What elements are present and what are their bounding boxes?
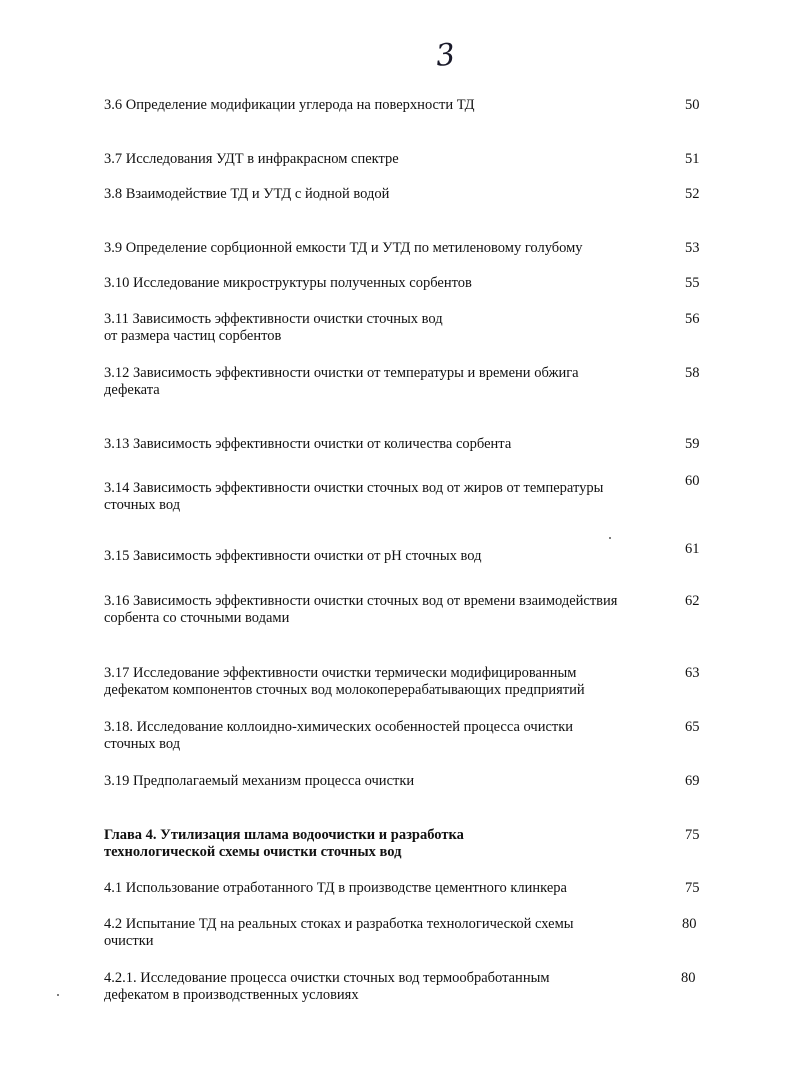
- toc-entry-title: 3.6 Определение модификации углерода на поверхности ТД: [104, 97, 475, 113]
- toc-entry-title: 3.17 Исследование эффективности очистки термически модифицированным дефекатом компонентов сточных вод молокоперерабатывающих предприятий: [104, 665, 585, 698]
- toc-chapter-title: Глава 4. Утилизация шлама водоочистки и разработка технологической схемы очистки сточных вод: [104, 827, 464, 860]
- toc-entry-page: 80: [681, 970, 696, 986]
- toc-entry-title: 3.15 Зависимость эффективности очистки от pH сточных вод: [104, 548, 482, 564]
- toc-entry-title: 3.9 Определение сорбционной емкости ТД и УТД по метиленовому голубому: [104, 240, 583, 256]
- toc-entry-page: 80: [682, 916, 697, 932]
- toc-entry-page: 63: [685, 665, 700, 681]
- toc-entry-title: 3.12 Зависимость эффективности очистки от температуры и времени обжига дефеката: [104, 365, 579, 398]
- toc-entry-page: 50: [685, 97, 700, 113]
- handwritten-page-number: 3: [434, 37, 457, 74]
- scan-speck: [609, 537, 611, 539]
- toc-entry-page: 69: [685, 773, 700, 789]
- toc-entry-title: 3.19 Предполагаемый механизм процесса очистки: [104, 773, 415, 789]
- toc-entry-page: 52: [685, 186, 700, 202]
- toc-entry-page: 55: [685, 275, 700, 291]
- toc-entry-page: 58: [685, 365, 700, 381]
- toc-entry-title: 3.8 Взаимодействие ТД и УТД с йодной водой: [104, 186, 390, 202]
- toc-entry-title: 3.14 Зависимость эффективности очистки сточных вод от жиров от температуры сточных вод: [104, 480, 604, 513]
- toc-entry-title: 4.2 Испытание ТД на реальных стоках и разработка технологической схемы очистки: [104, 916, 574, 949]
- toc-entry-title: 3.7 Исследования УДТ в инфракрасном спектре: [104, 151, 399, 167]
- toc-entry-title: 4.1 Использование отработанного ТД в производстве цементного клинкера: [104, 880, 567, 896]
- toc-entry-page: 61: [685, 541, 700, 557]
- toc-entry-page: 53: [685, 240, 700, 256]
- toc-entry-title: 3.10 Исследование микроструктуры полученных сорбентов: [104, 275, 472, 291]
- toc-entry-page: 60: [685, 473, 700, 489]
- toc-entry-title: 3.18. Исследование коллоидно-химических особенностей процесса очистки сточных вод: [104, 719, 574, 752]
- toc-entry-page: 56: [685, 311, 700, 327]
- toc-entry-page: 51: [685, 151, 700, 167]
- toc-entry-page: 65: [685, 719, 700, 735]
- toc-entry-page: 75: [685, 880, 700, 896]
- toc-entry-title: 3.13 Зависимость эффективности очистки от количества сорбента: [104, 436, 512, 452]
- scan-speck: [57, 994, 59, 996]
- toc-entry-page: 62: [685, 593, 700, 609]
- toc-entry-title: 4.2.1. Исследование процесса очистки сточных вод термообработанным дефекатом в производственных условиях: [104, 970, 550, 1003]
- toc-entry-page: 75: [685, 827, 700, 843]
- toc-entry-title: 3.11 Зависимость эффективности очистки сточных вод от размера частиц сорбентов: [104, 311, 443, 344]
- toc-entry-page: 59: [685, 436, 700, 452]
- toc-entry-title: 3.16 Зависимость эффективности очистки сточных вод от времени взаимодействия сорбента со сточными водами: [104, 593, 618, 626]
